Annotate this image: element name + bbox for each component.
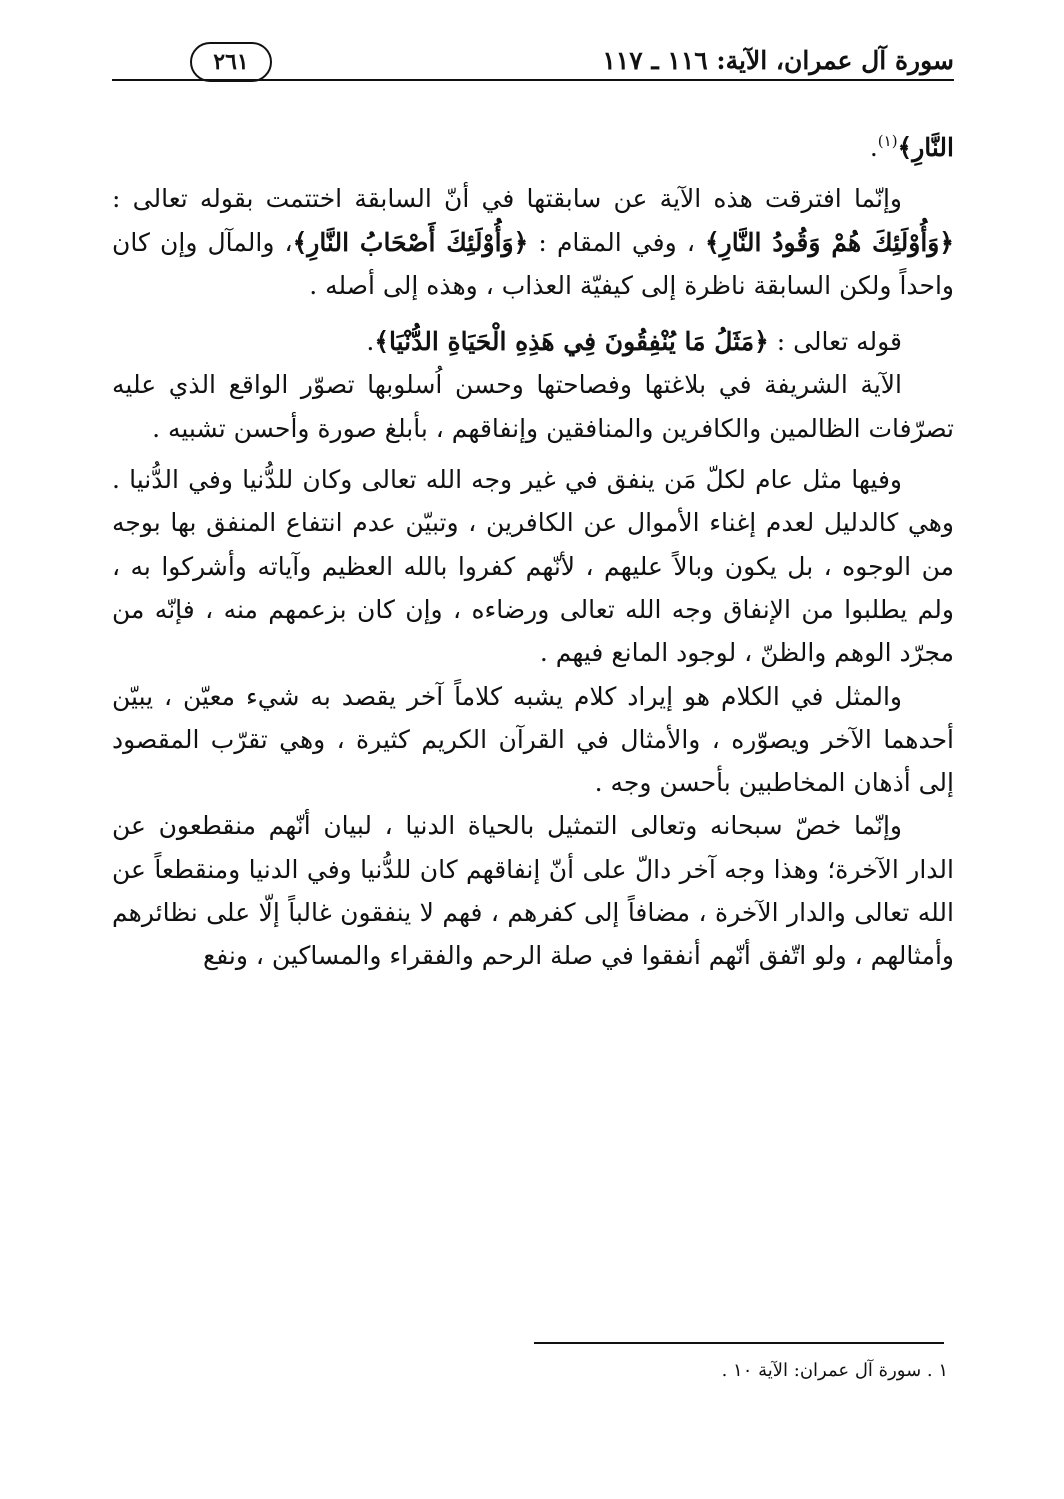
paragraph-text: قوله تعالى : — [776, 327, 902, 357]
footnote-divider — [534, 1342, 944, 1344]
footnote: ١ . سورة آل عمران: الآية ١٠ . — [721, 1360, 948, 1381]
paragraph-2 — [112, 177, 954, 307]
page-header — [112, 40, 954, 88]
paragraph-text: وإنّما افترقت هذه الآية عن سابقتها في أنّ السابقة اختتمت بقوله تعالى : — [112, 184, 902, 214]
paragraph-4: الآية الشريفة في بلاغتها وفصاحتها وحسن اُسلوبها تصوّر الواقع الذي عليه تصرّفات الظالمين والكافرين والمنافقين وإنفاقهم ، بأبلغ صورة وأحسن تشبيه . — [112, 370, 954, 443]
footnote-marker: (١) — [877, 132, 898, 150]
running-title: سورة آل عمران، الآية: ١١٦ ـ ١١٧ — [602, 46, 954, 75]
header-divider — [112, 79, 954, 81]
main-text — [112, 126, 954, 978]
paragraph-text: . — [869, 133, 878, 162]
page-number-badge: ٢٦١ — [190, 42, 272, 82]
verse-heading — [112, 320, 954, 363]
paragraph-7: وإنّما خصّ سبحانه وتعالى التمثيل بالحياة الدنيا ، لبيان أنّهم منقطعون عن الدار الآخرة؛ وهذا وجه آخر دالّ على أنّ إنفاقهم كان للدُّنيا وفي الدنيا ومنقطعاً عن الله تعالى والدار الآخرة ، مضافاً إلى كفرهم ، فهم لا ينفقون غالباً إلّا على نظائرهم وأمثالهم ، ولو اتّفق أنّهم أنفقوا في صلة الرحم والفقراء والمساكين ، ونفع — [112, 811, 954, 971]
paragraph-5: وفيها مثل عام لكلّ مَن ينفق في غير وجه الله تعالى وكان للدُّنيا وفي الدُّنيا . وهي كالدليل لعدم إغناء الأموال عن الكافرين ، وتبيّن عدم انتفاع المنفق بها بوجه من الوجوه ، بل يكون وبالاً عليهم ، لأنّهم كفروا بالله العظيم وآياته وأشركوا به ، ولم يطلبوا من الإنفاق وجه الله تعالى ورضاءه ، وإن كان بزعمهم منه ، فإنّه من مجرّد الوهم والظنّ ، لوجود المانع فيهم . — [112, 465, 954, 668]
quran-quote: ﴿وَأُوْلَئِكَ هُمْ وَقُودُ النَّارِ﴾ — [705, 227, 954, 257]
paragraph-text: ، وفي المقام : — [538, 227, 695, 257]
paragraph-text: . — [366, 327, 375, 357]
quran-quote: ﴿وَأُوْلَئِكَ أَصْحَابُ النَّارِ﴾ — [292, 227, 529, 257]
paragraph-text: ، والمآل وإن كان واحداً ولكن السابقة ناظرة إلى كيفيّة العذاب ، وهذه إلى أصله . — [112, 227, 954, 300]
quran-quote: ﴿مَثَلُ مَا يُنْفِقُونَ فِي هَذِهِ الْحَيَاةِ الدُّنْيَا﴾ — [374, 327, 769, 357]
quran-quote: النَّارِ﴾ — [897, 133, 954, 162]
paragraph-6: والمثل في الكلام هو إيراد كلام يشبه كلاماً آخر يقصد به شيء معيّن ، يبيّن أحدهما الآخر ويصوّره ، والأمثال في القرآن الكريم كثيرة ، وهي تقرّب المقصود إلى أذهان المخاطبين بأحسن وجه . — [112, 681, 954, 798]
paragraph-1 — [112, 126, 954, 169]
